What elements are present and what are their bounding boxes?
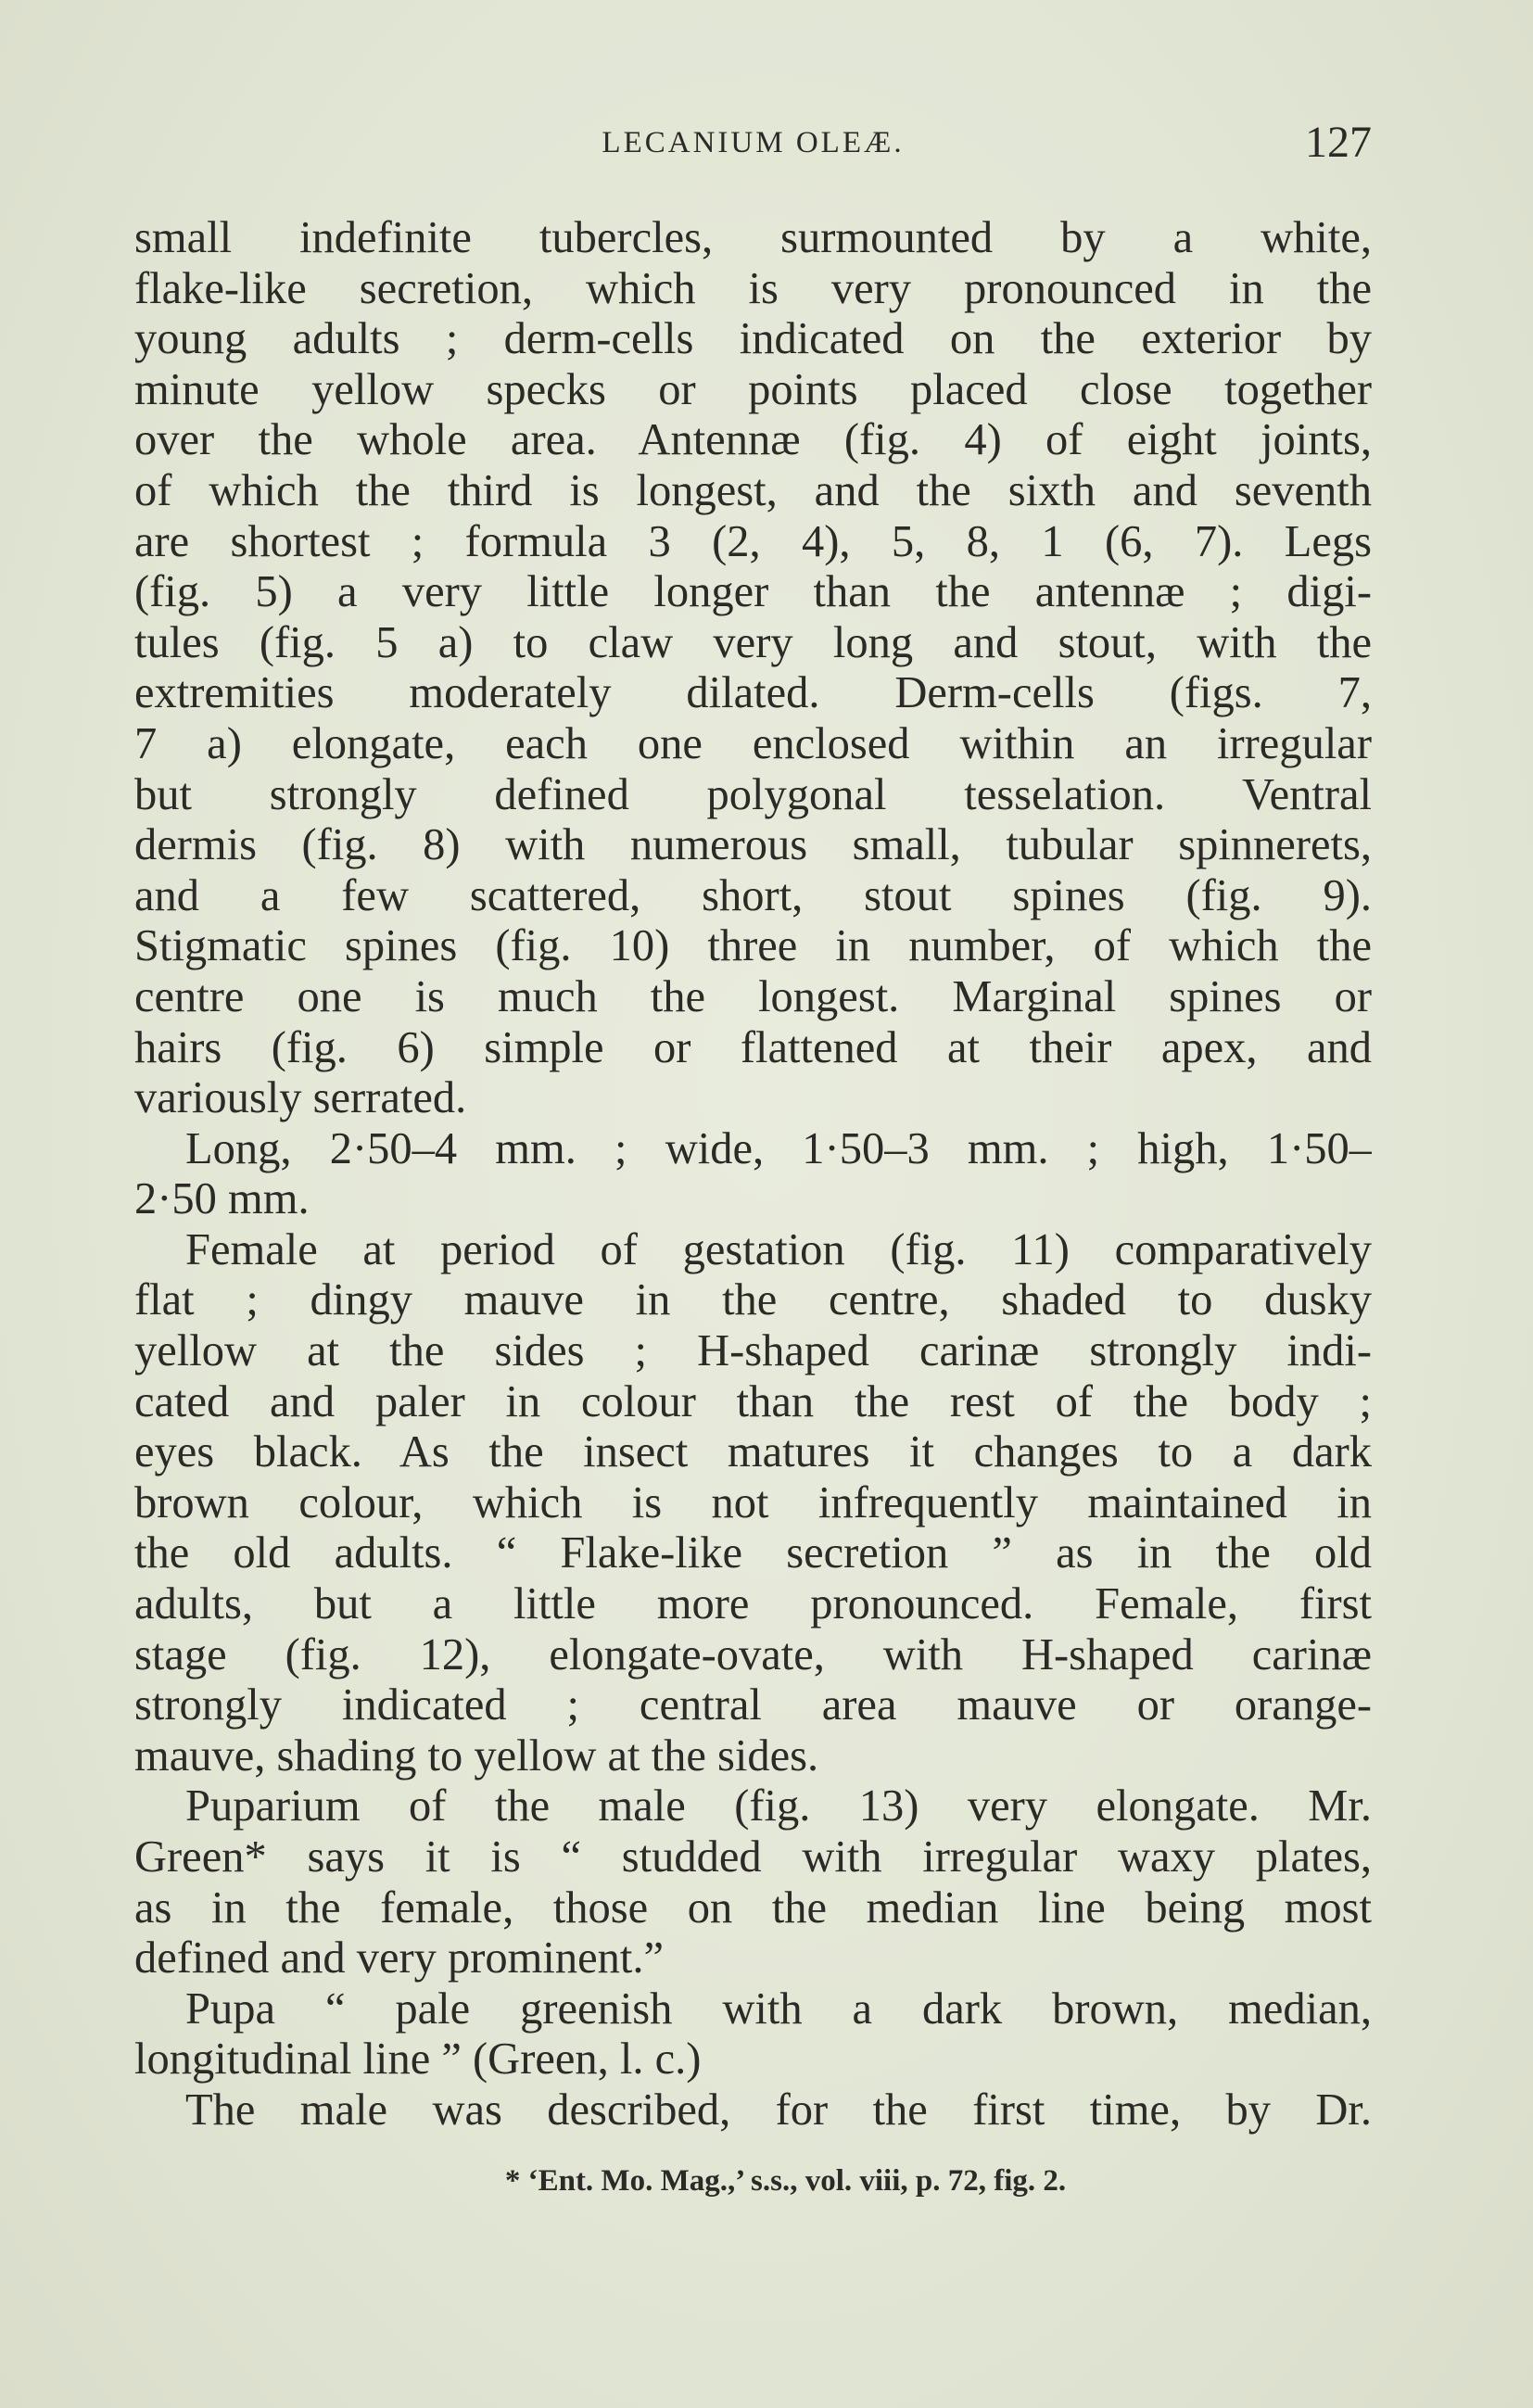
text-line: (fig. 5) a very little longer than the antennæ ; digi-	[134, 567, 1372, 617]
text-line: variously serrated.	[134, 1073, 467, 1123]
text-line: tules (fig. 5 a) to claw very long and stout, with the	[134, 617, 1372, 667]
text-line: centre one is much the longest. Marginal spines or	[134, 971, 1372, 1021]
footnote-text: * ‘Ent. Mo. Mag.,’ s.s., vol. viii, p. 72, fig. 2.	[504, 2164, 1067, 2198]
text-line: extremities moderately dilated. Derm-cells (figs. 7,	[134, 668, 1372, 718]
running-head	[134, 117, 1372, 172]
text-line: Stigmatic spines (fig. 10) three in number, of which the	[134, 921, 1372, 971]
text-line: adults, but a little more pronounced. Female, first	[134, 1579, 1372, 1629]
text-line: The male was described, for the first time, by Dr.	[185, 2085, 1372, 2135]
text-line: small indefinite tubercles, surmounted by a white,	[134, 213, 1372, 262]
text-line: Pupa “ pale greenish with a dark brown, median,	[185, 1983, 1372, 2034]
text-line: hairs (fig. 6) simple or flattened at their apex, and	[134, 1022, 1372, 1072]
text-line: minute yellow specks or points placed close together	[134, 364, 1372, 414]
text-line: mauve, shading to yellow at the sides.	[134, 1730, 819, 1781]
text-line: flat ; dingy mauve in the centre, shaded to dusky	[134, 1275, 1372, 1325]
text-line: dermis (fig. 8) with numerous small, tubular spinnerets,	[134, 820, 1372, 870]
text-line: Female at period of gestation (fig. 11) comparatively	[185, 1224, 1372, 1274]
text-line: Puparium of the male (fig. 13) very elongate. Mr.	[185, 1781, 1372, 1831]
text-line: of which the third is longest, and the sixth and seventh	[134, 465, 1372, 515]
footnote	[134, 2164, 1372, 2199]
text-line: 2·50 mm.	[134, 1174, 310, 1224]
text-line: stage (fig. 12), elongate-ovate, with H-shaped carinæ	[134, 1629, 1372, 1679]
running-title: LECANIUM OLEÆ.	[602, 126, 905, 159]
text-line: the old adults. “ Flake-like secretion ” as in the old	[134, 1528, 1372, 1578]
text-line: Long, 2·50–4 mm. ; wide, 1·50–3 mm. ; high, 1·50–	[185, 1123, 1372, 1173]
text-line: flake-like secretion, which is very pronounced in the	[134, 263, 1372, 313]
text-line: are shortest ; formula 3 (2, 4), 5, 8, 1 (6, 7). Legs	[134, 516, 1372, 566]
text-line: 7 a) elongate, each one enclosed within an irregular	[134, 718, 1372, 768]
text-line: eyes black. As the insect matures it changes to a dark	[134, 1427, 1372, 1477]
text-line: brown colour, which is not infrequently maintained in	[134, 1477, 1372, 1527]
text-line: longitudinal line ” (Green, l. c.)	[134, 2034, 702, 2085]
text-line: strongly indicated ; central area mauve or orange-	[134, 1680, 1372, 1730]
text-line: cated and paler in colour than the rest of the body ;	[134, 1376, 1372, 1426]
text-line: as in the female, those on the median line being most	[134, 1882, 1372, 1933]
text-line: Green* says it is “ studded with irregular waxy plates,	[134, 1832, 1372, 1882]
text-line: yellow at the sides ; H-shaped carinæ strongly indi-	[134, 1326, 1372, 1376]
text-line: and a few scattered, short, stout spines (fig. 9).	[134, 870, 1372, 920]
text-line: young adults ; derm-cells indicated on the exterior by	[134, 314, 1372, 364]
text-line: but strongly defined polygonal tesselation. Ventral	[134, 769, 1372, 819]
body-text	[134, 213, 1372, 2136]
page-number: 127	[1305, 118, 1372, 167]
text-line: defined and very prominent.”	[134, 1933, 665, 1983]
text-line: over the whole area. Antennæ (fig. 4) of eight joints,	[134, 415, 1372, 465]
